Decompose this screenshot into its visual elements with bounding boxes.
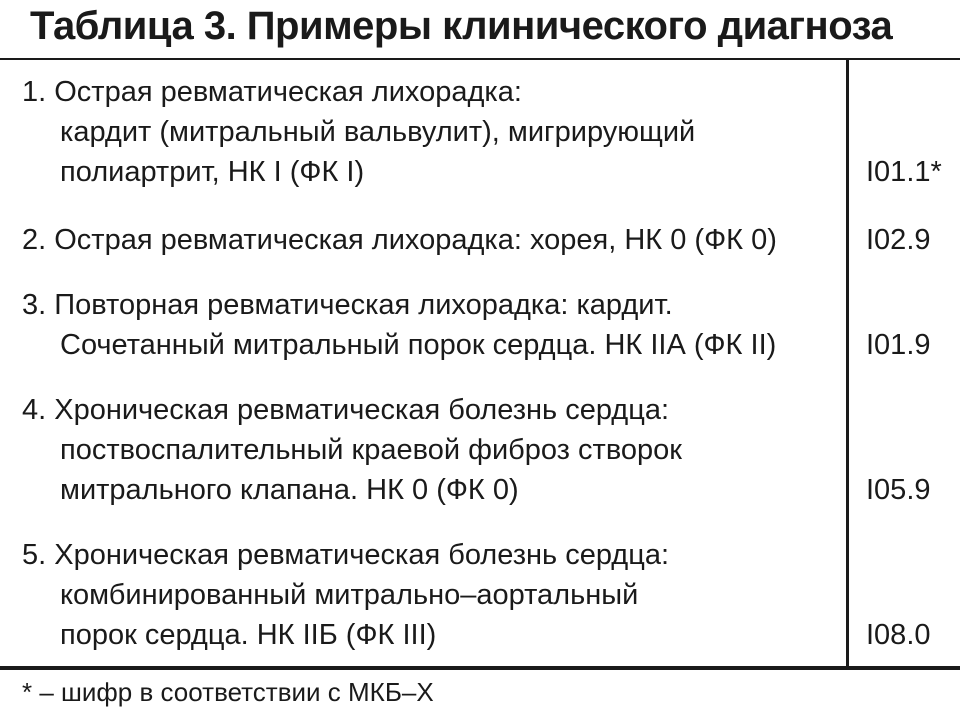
- diagnosis-line: 2. Острая ревматическая лихорадка: хорея, НК 0 (ФК 0): [22, 224, 777, 256]
- diagnosis-line: полиартрит, НК I (ФК I): [60, 156, 365, 188]
- icd-code-cell: I01.1*: [866, 156, 942, 188]
- column-divider: [846, 60, 849, 666]
- icd-code-cell: I05.9: [866, 474, 931, 506]
- table-title: Таблица 3. Примеры клинического диагноза: [30, 4, 893, 48]
- table-top-rule: [0, 58, 960, 60]
- diagnosis-line: порок сердца. НК IIБ (ФК III): [60, 619, 437, 651]
- diagnosis-line: 1. Острая ревматическая лихорадка:: [22, 76, 522, 108]
- diagnosis-cell: [0, 220, 840, 260]
- diagnosis-line: 3. Повторная ревматическая лихорадка: кардит.: [22, 289, 673, 321]
- diagnosis-line: 4. Хроническая ревматическая болезнь сердца:: [22, 394, 670, 426]
- table-bottom-rule: [0, 666, 960, 670]
- diagnosis-cell: [0, 72, 840, 192]
- diagnosis-line: поствоспалительный краевой фиброз створок: [60, 434, 682, 466]
- diagnosis-line: митрального клапана. НК 0 (ФК 0): [60, 474, 519, 506]
- diagnosis-line: кардит (митральный вальвулит), мигрирующий: [60, 116, 696, 148]
- footnote: * – шифр в соответствии с МКБ–Х: [22, 677, 434, 707]
- diagnosis-line: 5. Хроническая ревматическая болезнь сердца:: [22, 539, 670, 571]
- diagnosis-line: Сочетанный митральный порок сердца. НК IIА (ФК II): [60, 329, 777, 361]
- diagnosis-cell: [0, 390, 840, 510]
- diagnosis-line: комбинированный митрально–аортальный: [60, 579, 639, 611]
- icd-code-cell: I02.9: [866, 224, 931, 256]
- icd-code-cell: I08.0: [866, 619, 931, 651]
- diagnosis-cell: [0, 285, 840, 365]
- diagnosis-cell: [0, 535, 840, 655]
- icd-code-cell: I01.9: [866, 329, 931, 361]
